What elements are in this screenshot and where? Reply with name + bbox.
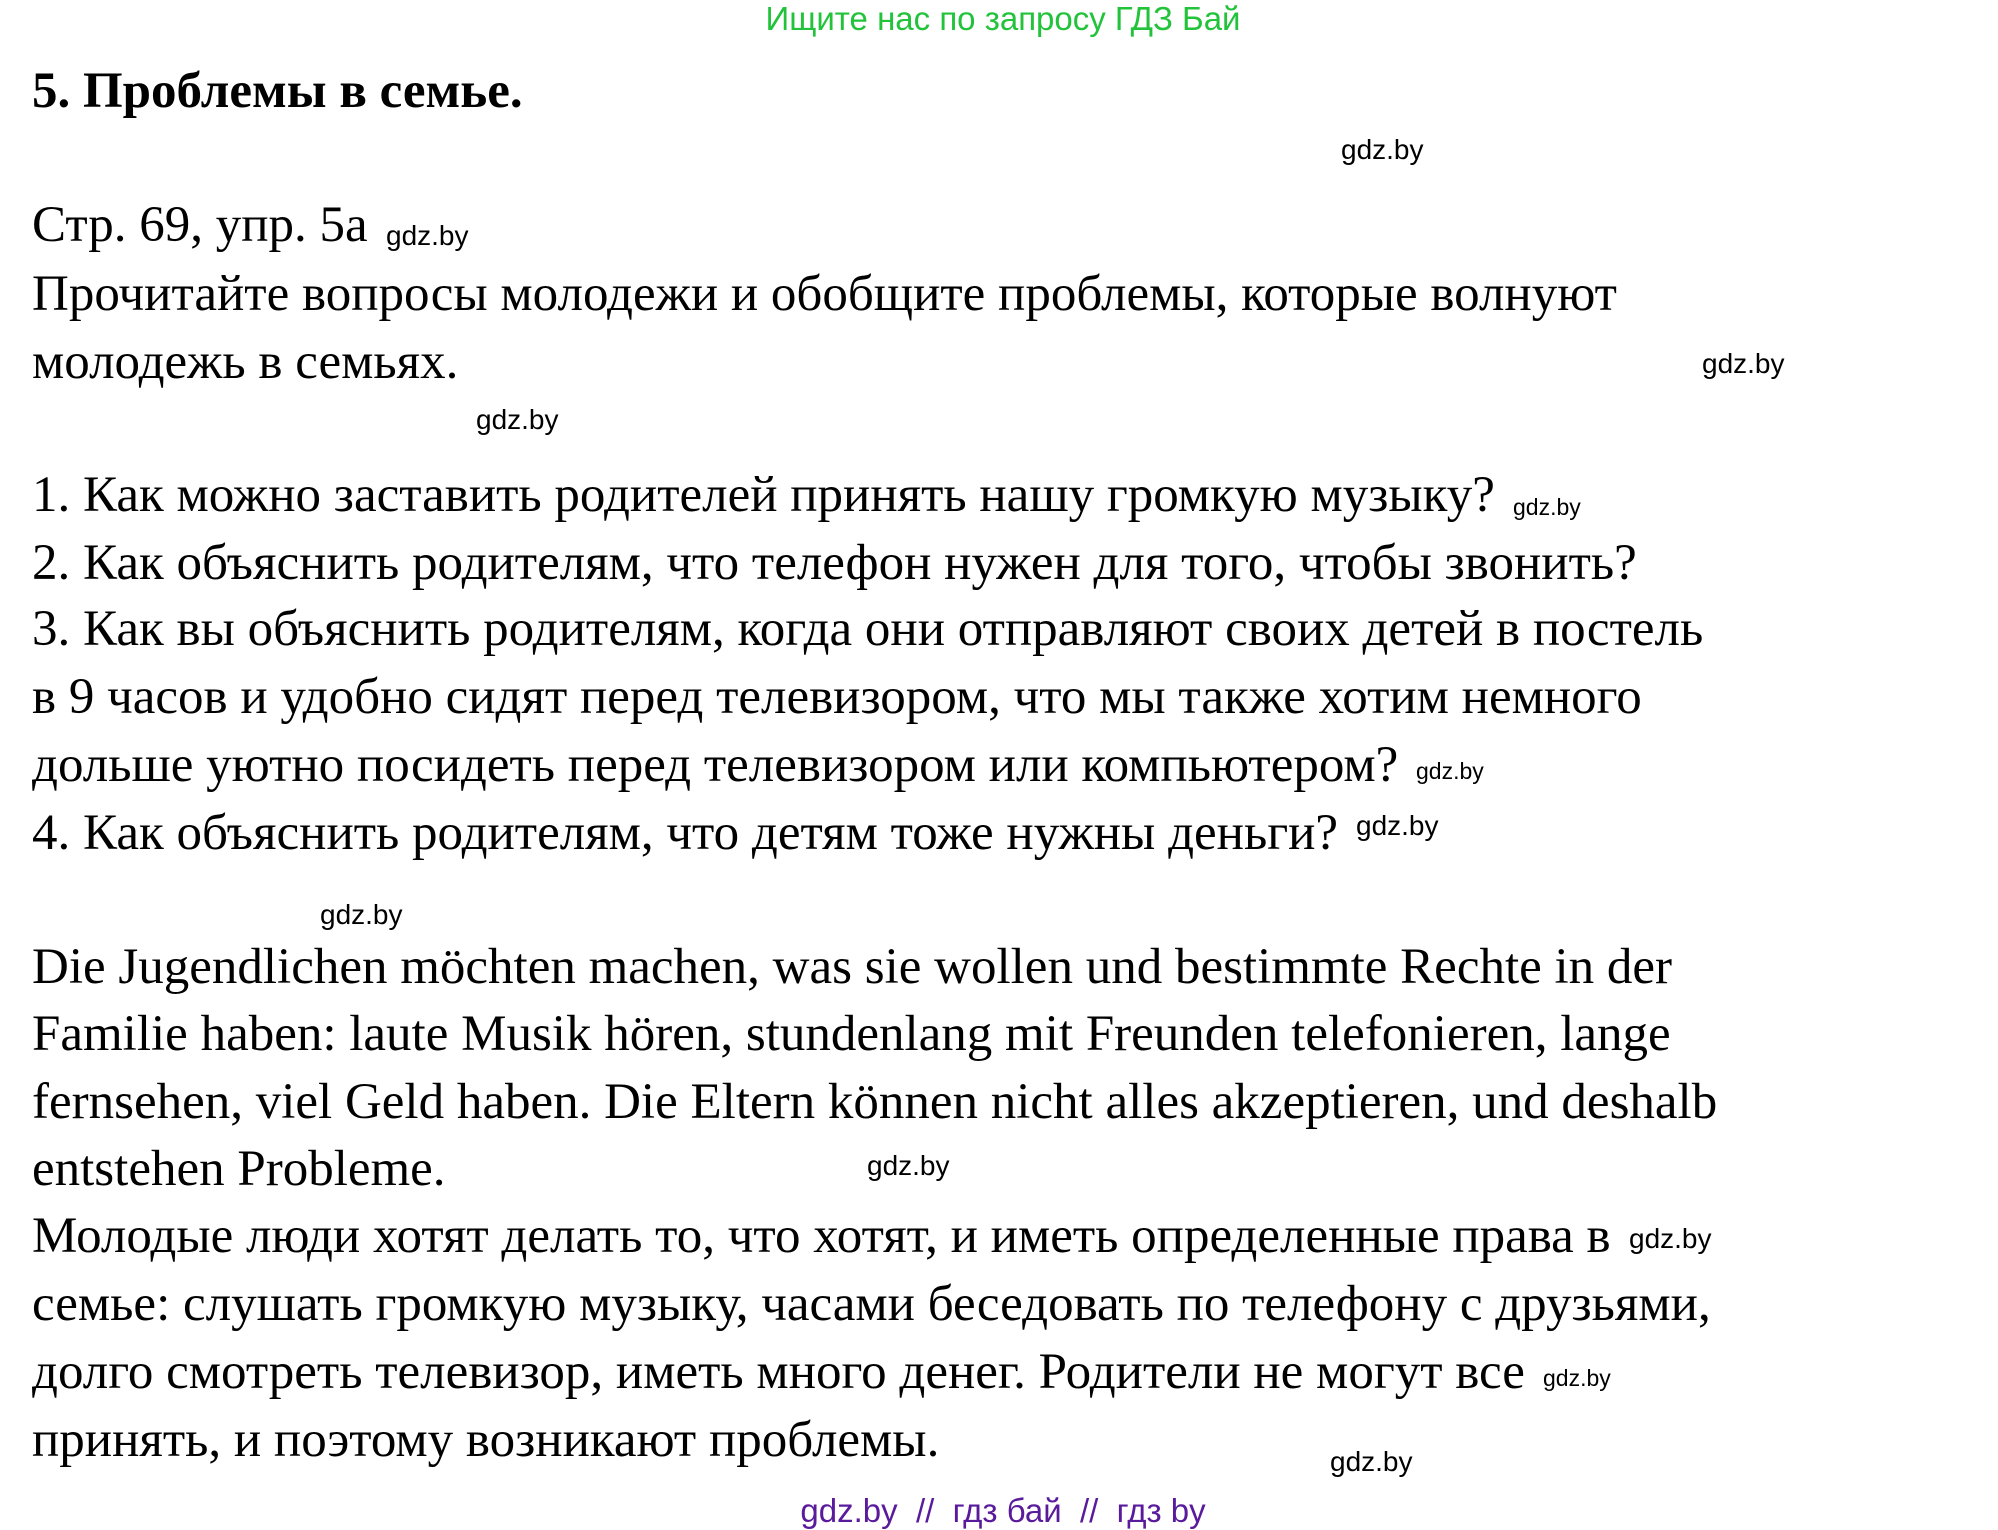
- question-line: в 9 часов и удобно сидят перед телевизором, что мы также хотим немного: [32, 669, 1642, 725]
- question-line: дольше уютно посидеть перед телевизором или компьютером?: [32, 737, 1399, 793]
- question-line: 1. Как можно заставить родителей принять нашу громкую музыку?: [32, 467, 1495, 523]
- exercise-reference: Стр. 69, упр. 5а: [32, 197, 368, 253]
- german-answer-line: entstehen Probleme.: [32, 1141, 446, 1197]
- watermark: gdz.by: [867, 1150, 950, 1181]
- watermark: gdz.by: [1513, 494, 1581, 520]
- section-title: 5. Проблемы в семье.: [32, 63, 523, 119]
- russian-answer-line: Молодые люди хотят делать то, что хотят, и иметь определенные права в: [32, 1208, 1611, 1264]
- german-answer-line: Die Jugendlichen möchten machen, was sie wollen und bestimmte Rechte in der: [32, 939, 1673, 995]
- watermark: gdz.by: [1702, 348, 1785, 379]
- watermark: gdz.by: [1341, 134, 1424, 165]
- russian-answer-line: семье: слушать громкую музыку, часами беседовать по телефону с друзьями,: [32, 1276, 1711, 1332]
- question-line: 3. Как вы объяснить родителям, когда они отправляют своих детей в постель: [32, 601, 1704, 657]
- german-answer-line: fernsehen, viel Geld haben. Die Eltern können nicht alles akzeptieren, und deshalb: [32, 1074, 1718, 1130]
- watermark: gdz.by: [1356, 810, 1439, 841]
- search-banner: Ищите нас по запросу ГДЗ Бай: [765, 0, 1241, 37]
- footer-links: gdz.by // гдз бай // гдз by: [800, 1492, 1206, 1529]
- german-answer-line: Familie haben: laute Musik hören, stundenlang mit Freunden telefonieren, lange: [32, 1006, 1671, 1062]
- russian-answer-line: принять, и поэтому возникают проблемы.: [32, 1412, 940, 1468]
- watermark: gdz.by: [386, 220, 469, 251]
- question-line: 2. Как объяснить родителям, что телефон нужен для того, чтобы звонить?: [32, 535, 1637, 591]
- watermark: gdz.by: [1330, 1446, 1413, 1477]
- task-line: Прочитайте вопросы молодежи и обобщите проблемы, которые волнуют: [32, 266, 1617, 322]
- watermark: gdz.by: [476, 404, 559, 435]
- watermark: gdz.by: [1543, 1365, 1611, 1391]
- question-line: 4. Как объяснить родителям, что детям тоже нужны деньги?: [32, 805, 1339, 861]
- watermark: gdz.by: [320, 899, 403, 930]
- watermark: gdz.by: [1629, 1223, 1712, 1254]
- task-line: молодежь в семьях.: [32, 334, 459, 390]
- watermark: gdz.by: [1416, 758, 1484, 784]
- russian-answer-line: долго смотреть телевизор, иметь много денег. Родители не могут все: [32, 1344, 1525, 1400]
